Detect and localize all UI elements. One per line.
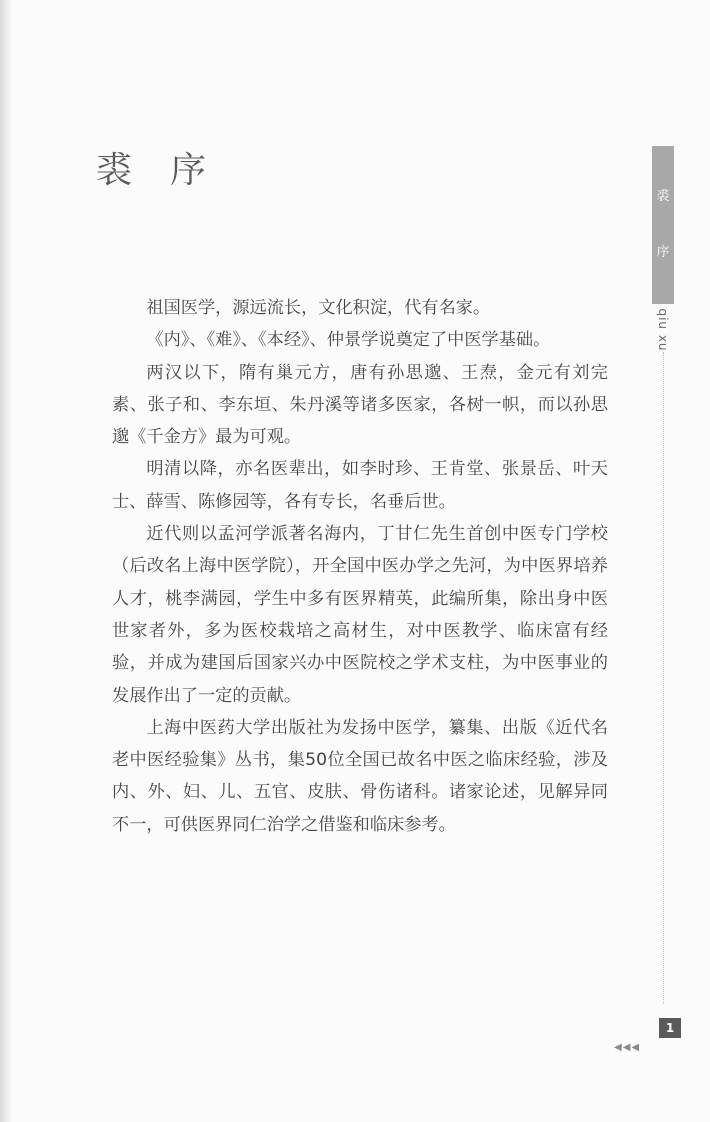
- paragraph: 两汉以下，隋有巢元方，唐有孙思邈、王焘，金元有刘完素、张子和、李东垣、朱丹溪等诸多医家，各树一帜，而以孙思邈《千金方》最为可观。: [112, 362, 608, 448]
- side-tab-char-1: 裘: [656, 189, 670, 204]
- page-title: [96, 142, 208, 193]
- page-number: 1: [659, 1018, 681, 1038]
- preface-body: [112, 292, 608, 841]
- title-char-1: 裘: [96, 150, 135, 191]
- title-char-2: 序: [170, 150, 209, 191]
- binding-shadow: [0, 0, 12, 1122]
- side-tab-char-2: 序: [656, 245, 670, 260]
- nav-arrows-icon: ◀◀◀: [614, 1042, 641, 1053]
- side-tab-pinyin: [652, 310, 674, 350]
- paragraph: 近代则以孟河学派著名海内，丁甘仁先生首创中医专门学校（后改名上海中医学院），开全国中医办学之先河，为中医界培养人才，桃李满园，学生中多有医界精英，此编所集，除出身中医世家者外，多为医校栽培之高材生，对中医教学、临床富有经验，并成为建国后国家兴办中医院校之学术支柱，为中医事业的发展作出了一定的贡献。: [112, 524, 608, 706]
- paragraph: 上海中医药大学出版社为发扬中医学，纂集、出版《近代名老中医经验集》丛书，集50位全国已故名中医之临床经验，涉及内、外、妇、儿、五官、皮肤、骨伤诸科。诸家论述，见解异同不一，可供医界同仁治学之借鉴和临床参考。: [112, 717, 608, 835]
- paragraph: 明清以降，亦名医辈出，如李时珍、王肯堂、张景岳、叶天士、薛雪、陈修园等，各有专长，名垂后世。: [112, 459, 608, 512]
- paragraph: 祖国医学，源远流长，文化积淀，代有名家。: [146, 298, 491, 318]
- paragraph: 《内》、《难》、《本经》、仲景学说奠定了中医学基础。: [146, 330, 551, 351]
- side-tab-pinyin-text: qiu xu: [656, 308, 670, 352]
- margin-dotted-rule: [663, 352, 664, 1004]
- chapter-side-tab: [652, 146, 674, 304]
